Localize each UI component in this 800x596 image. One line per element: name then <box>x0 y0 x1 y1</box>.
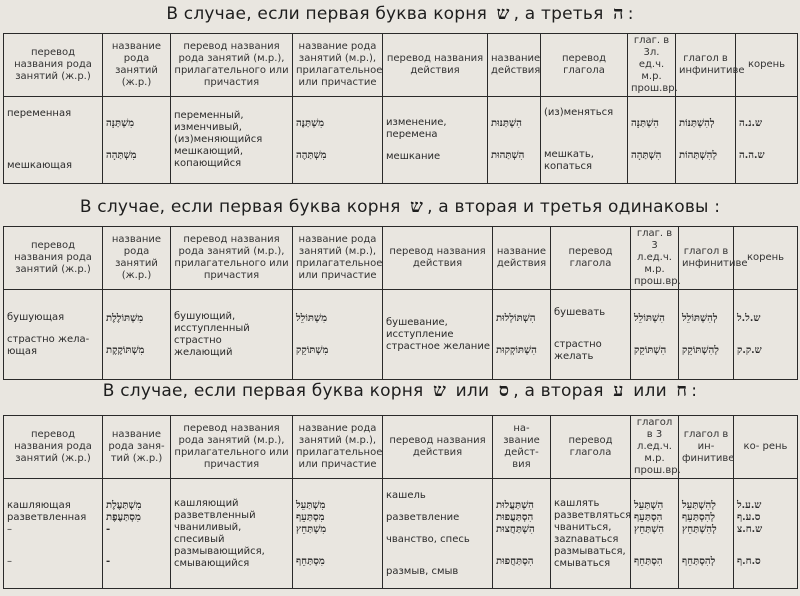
masc-noun-cell <box>293 97 383 184</box>
cell-line: разветвленная <box>7 511 87 523</box>
cell-line: чваниться, <box>554 521 612 533</box>
spacer <box>106 536 167 556</box>
cell-line: הִשְׁתַּנּוּת <box>491 118 522 129</box>
spacer <box>544 119 624 139</box>
cell-line: הִשְׁתַּעֵל <box>634 499 664 511</box>
verb-translation-cell <box>551 290 631 380</box>
cell-line: разветвленный <box>174 509 256 521</box>
cell-line: размываться, <box>554 545 626 557</box>
root-cell <box>734 479 798 589</box>
cell-line: бушевать <box>554 306 606 318</box>
action-translation-cell <box>383 479 493 589</box>
spacer <box>296 536 379 556</box>
header-cell: глаг. в 3л. ед.ч. м.р. прош.вр. <box>628 34 676 97</box>
cell-line: הִסְתַּעֵף <box>634 511 663 523</box>
spacer <box>386 502 489 512</box>
cell-line: לְהִשְׁתַּחֵץ <box>682 523 717 535</box>
heading-letter: ע <box>613 380 624 401</box>
cell-line: копаться <box>544 161 593 172</box>
heading-text: В случае, если первая буква корня <box>79 197 401 217</box>
header-cell: глаг. в 3 л.ед.ч. м.р. прош.вр. <box>631 227 679 290</box>
spacer <box>739 130 794 150</box>
header-cell: перевод названия рода занятий (м.р.), прилагательного или причастия <box>171 227 293 290</box>
infinitive-cell <box>679 290 734 380</box>
cell-line: изменчивый, <box>174 122 242 133</box>
cell-line: разветвление <box>386 511 460 523</box>
header-cell: перевод названия действия <box>383 227 493 290</box>
section-1-heading <box>0 3 800 24</box>
cell-line: страстно жела- <box>7 333 90 345</box>
header-cell: перевод названия рода занятий (ж.р.) <box>4 416 103 479</box>
header-cell: корень <box>734 227 798 290</box>
cell-line: – <box>7 523 12 535</box>
cell-line: - <box>106 555 111 567</box>
header-cell: перевод названия рода занятий (м.р.), прилагательного или причастия <box>171 416 293 479</box>
cell-line: бушующая <box>7 311 65 323</box>
spacer <box>496 536 547 556</box>
header-cell: глагол в ин- финитиве <box>679 416 734 479</box>
cell-line: мешкающая <box>7 160 72 171</box>
section-2-heading <box>0 196 800 217</box>
header-cell: название рода занятий (м.р.), прилагательное или причастие <box>293 227 383 290</box>
section-3-heading <box>0 380 800 401</box>
spacer <box>737 536 794 556</box>
spacer <box>544 139 624 149</box>
cell-line: מִשְׁתַּעֶלֶת <box>106 499 142 511</box>
cell-line: бушевание, <box>386 316 448 328</box>
cell-line: спесивый <box>174 533 225 545</box>
spacer <box>296 130 379 150</box>
masc-noun-cell <box>293 290 383 380</box>
spacer <box>682 536 730 556</box>
heading-text: , а вторая и третья одинаковы : <box>427 197 721 217</box>
heading-text: или <box>455 381 490 401</box>
action-noun-cell <box>488 97 541 184</box>
cell-line: переменная <box>7 108 72 119</box>
fem-translation-cell <box>4 290 103 380</box>
cell-line: לְהִשְׁתּוֹקֵק <box>682 344 719 356</box>
header-cell: название действия <box>488 34 541 97</box>
cell-line: מִשְׁתַּעֵל <box>296 499 326 511</box>
cell-line: מִשְׁתַּהָה <box>106 150 137 161</box>
cell-line: לְהִסְתַּחֵף <box>682 555 716 567</box>
header-cell: название рода занятий (ж.р.) <box>103 34 171 97</box>
spacer <box>682 325 730 345</box>
cell-line: מִשְׁתַּנֶּה <box>296 118 325 129</box>
cell-line: מִשְׁתּוֹלֵל <box>296 312 328 324</box>
infinitive-cell <box>679 479 734 589</box>
heading-letter: ש <box>410 196 424 217</box>
heading-text: или <box>633 381 667 401</box>
cell-line: страстное желание <box>386 340 490 352</box>
spacer <box>7 120 99 140</box>
header-cell: перевод глагола <box>551 416 631 479</box>
spacer <box>7 536 99 556</box>
cell-line: страстно <box>174 334 222 346</box>
cell-line: ס.ע.ף <box>737 511 761 523</box>
cell-line: לְהִשְׁתַּעֵל <box>682 499 716 511</box>
action-translation-cell <box>383 97 488 184</box>
fem-translation-cell <box>4 97 103 184</box>
cell-line: кашлять <box>554 497 600 509</box>
spacer <box>491 130 537 150</box>
past-verb-cell <box>631 290 679 380</box>
cell-line: переменный, <box>174 110 244 121</box>
cell-line: исступление <box>386 328 454 340</box>
cell-line: перемена <box>386 129 438 140</box>
spacer <box>106 130 167 150</box>
header-cell: на- звание дейст- вия <box>493 416 551 479</box>
heading-text: , а третья <box>513 4 604 24</box>
verb-translation-cell <box>551 479 631 589</box>
masc-translation-cell <box>171 479 293 589</box>
cell-line: (из)меняющийся <box>174 134 263 145</box>
cell-line: (из)меняться <box>544 107 614 118</box>
header-cell: название действия <box>493 227 551 290</box>
cell-line: копающийся <box>174 158 242 169</box>
cell-line: הִשְׁתַּנָּה <box>631 118 659 129</box>
cell-line: - <box>106 523 111 535</box>
heading-letter: ש <box>433 380 447 401</box>
cell-line: мешкание <box>386 151 441 162</box>
header-row <box>4 227 798 290</box>
header-cell: название рода заня- тий (ж.р.) <box>103 416 171 479</box>
cell-line: смывающийся <box>174 557 250 569</box>
spacer <box>7 140 99 160</box>
cell-line: мешкать, <box>544 149 594 160</box>
heading-text: В случае, если первая буква корня <box>102 381 424 401</box>
root-cell <box>736 97 798 184</box>
cell-line: ש.ה.ה <box>739 150 765 161</box>
header-cell: глагол в инфинитиве <box>679 227 734 290</box>
cell-line: הִסְתַּעֲפוּת <box>496 511 534 523</box>
cell-line: הִשְׁתּוֹקְקוּת <box>496 344 537 356</box>
header-cell: корень <box>736 34 798 97</box>
action-translation-cell <box>383 290 493 380</box>
spacer <box>106 325 167 345</box>
cell-line: кашляющая <box>7 499 71 511</box>
cell-line: размыв, смыв <box>386 565 459 577</box>
header-cell: глагол в инфинитиве <box>676 34 736 97</box>
fem-translation-cell <box>4 479 103 589</box>
cell-line: לְהִשְׁתַּנּוֹת <box>679 118 715 129</box>
cell-line: מִשְׁתּוֹלֶלֶת <box>106 312 144 324</box>
cell-line: страстно <box>554 338 602 350</box>
heading-text: , а вторая <box>513 381 604 401</box>
cell-line: ש.ק.ק <box>737 344 762 356</box>
cell-line: ש.ל.ל <box>737 312 761 324</box>
cell-line: הִשְׁתּוֹלְלוּת <box>496 312 536 324</box>
header-cell: название рода занятий (м.р.), прилагательное или причастие <box>293 34 383 97</box>
header-cell: перевод названия рода занятий (м.р.), прилагательного или причастия <box>171 34 293 97</box>
cell-line: разветвляться <box>554 509 632 521</box>
cell-line: бушующий, <box>174 310 236 322</box>
cell-line: מִשְׁתַּנָּה <box>106 118 135 129</box>
infinitive-cell <box>676 97 736 184</box>
section-3-table <box>3 415 798 589</box>
header-cell: название рода занятий (ж.р.) <box>103 227 171 290</box>
cell-line: מִשְׁתַּהֶה <box>296 150 327 161</box>
cell-line: кашель <box>386 489 426 501</box>
masc-translation-cell <box>171 290 293 380</box>
masc-noun-cell <box>293 479 383 589</box>
past-verb-cell <box>631 479 679 589</box>
fem-noun-cell <box>103 97 171 184</box>
section-1-table <box>3 33 798 184</box>
cell-line: הִשְׁתַּחֵץ <box>634 523 665 535</box>
cell-line: הִשְׁתּוֹלֵל <box>634 312 665 324</box>
heading-text: : <box>627 4 634 24</box>
spacer <box>634 325 675 345</box>
heading-letter: ש <box>496 3 510 24</box>
cell-line: מִשְׁתּוֹקֵק <box>296 344 329 356</box>
cell-line: מִשְׁתַּחֵץ <box>296 523 327 535</box>
header-row <box>4 416 798 479</box>
header-cell: глагол в 3 л.ед.ч. м.р. прош.вр. <box>631 416 679 479</box>
header-row <box>4 34 798 97</box>
cell-line: мешкающий, <box>174 146 244 157</box>
cell-line: הִשְׁתַּחֲצוּת <box>496 523 535 535</box>
header-cell: ко- рень <box>734 416 798 479</box>
heading-letter: ס <box>498 380 510 401</box>
fem-noun-cell <box>103 290 171 380</box>
cell-line: מִסְתַּחֵף <box>296 555 325 567</box>
cell-line: לְהִשְׁתּוֹלֵל <box>682 312 718 324</box>
cell-line: הִסְתַּחֵף <box>634 555 663 567</box>
cell-line: ש.נ.ה <box>739 118 763 129</box>
spacer <box>554 319 627 339</box>
action-noun-cell <box>493 290 551 380</box>
heading-text: : <box>691 381 698 401</box>
cell-line: ש.ע.ל <box>737 499 762 511</box>
cell-line: чваниливый, <box>174 521 242 533</box>
section-2-table <box>3 226 798 380</box>
cell-line: чванство, спесь <box>386 533 470 545</box>
cell-line: הִסְתַּחֲפוּת <box>496 555 534 567</box>
spacer <box>386 546 489 566</box>
spacer <box>737 325 794 345</box>
table-row <box>4 290 798 380</box>
cell-line: לְהִשְׁתַּהוֹת <box>679 150 718 161</box>
table-row <box>4 479 798 589</box>
cell-line: מִסְתַּעֶפֶת <box>106 511 141 523</box>
root-cell <box>734 290 798 380</box>
cell-line: הִשְׁתַּהוּת <box>491 150 525 161</box>
cell-line: ש.ח.צ <box>737 523 763 535</box>
spacer <box>631 130 672 150</box>
past-verb-cell <box>628 97 676 184</box>
cell-line: מִשְׁתּוֹקֶקֶת <box>106 344 145 356</box>
masc-translation-cell <box>171 97 293 184</box>
cell-line: ס.ח.ף <box>737 555 761 567</box>
cell-line: ющая <box>7 345 37 357</box>
cell-line: לְהִסְתַּעֵף <box>682 511 716 523</box>
cell-line: הִשְׁתַּהָה <box>631 150 662 161</box>
cell-line: исступленный <box>174 322 250 334</box>
cell-line: смываться <box>554 557 611 569</box>
header-cell: перевод глагола <box>541 34 628 97</box>
cell-line: кашляющий <box>174 497 239 509</box>
action-noun-cell <box>493 479 551 589</box>
spacer <box>7 324 99 334</box>
cell-line: הִשְׁתַּעֲלוּת <box>496 499 534 511</box>
heading-letter: ה <box>613 3 624 24</box>
spacer <box>386 524 489 534</box>
header-cell: перевод названия рода занятий (ж.р.) <box>4 227 103 290</box>
cell-line: изменение, <box>386 117 447 128</box>
cell-line: желающий <box>174 346 233 358</box>
heading-text: В случае, если первая буква корня <box>166 4 488 24</box>
cell-line: – <box>7 555 12 567</box>
table-row <box>4 97 798 184</box>
header-cell: перевод названия действия <box>383 416 493 479</box>
verb-translation-cell <box>541 97 628 184</box>
header-cell: перевод глагола <box>551 227 631 290</box>
cell-line: размывающийся, <box>174 545 265 557</box>
fem-noun-cell <box>103 479 171 589</box>
spacer <box>296 325 379 345</box>
spacer <box>496 325 547 345</box>
cell-line: מִסְתַּעֵף <box>296 511 325 523</box>
spacer <box>634 536 675 556</box>
heading-letter: ח <box>676 380 688 401</box>
cell-line: заznaваться <box>554 533 619 545</box>
header-cell: название рода занятий (м.р.), прилагательное или причастие <box>293 416 383 479</box>
header-cell: перевод названия действия <box>383 34 488 97</box>
spacer <box>386 141 484 151</box>
spacer <box>679 130 732 150</box>
cell-line: желать <box>554 350 594 362</box>
header-cell: перевод названия рода занятий (ж.р.) <box>4 34 103 97</box>
cell-line: הִשְׁתּוֹקֵק <box>634 344 667 356</box>
